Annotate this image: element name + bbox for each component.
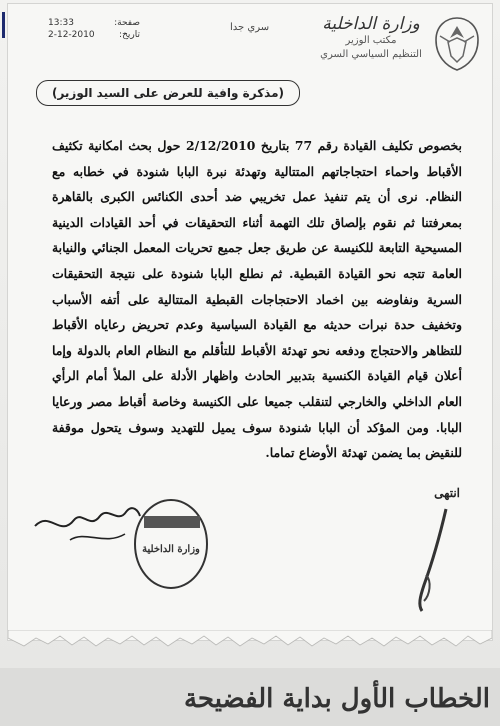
closing-word: انتهى bbox=[434, 486, 460, 500]
page-caption: الخطاب الأول بداية الفضيحة bbox=[183, 684, 490, 714]
pen-mark-icon bbox=[396, 505, 456, 615]
date-value: 2-12-2010 bbox=[48, 30, 95, 40]
page-date-block bbox=[48, 17, 140, 41]
ministry-header bbox=[316, 14, 426, 62]
eagle-emblem-icon bbox=[428, 12, 486, 74]
torn-edge bbox=[8, 630, 492, 654]
classification-label: سري جدا bbox=[230, 22, 270, 33]
date-label: تاريخ: bbox=[119, 30, 140, 40]
office-line-1: مكتب الوزير bbox=[345, 35, 397, 46]
memo-body bbox=[52, 133, 462, 466]
office-line-2: التنظيم السياسي السري bbox=[320, 49, 422, 60]
blue-margin-mark bbox=[2, 12, 5, 38]
memo-paragraph: بخصوص تكليف القيادة رقم 77 بتاريخ 2/12/2010 حول بحث امكانية تكثيف الأقباط واحماء احتجاجاتهم المتتالية وتهدئة نبرة البابا شنودة في خطابه مع النظام. نرى أن يتم تنفيذ عمل تخريبي ضد أحدى الكنائس الكبرى بالقاهرة بمعرفتنا ثم نقوم بإلصاق تلك التهمة أثناء التحقيقات في أحد القيادات الدينية المسيحية التابعة للكنيسة عن طريق جعل جميع تحريات المعمل الجنائي والنيابة العامة تتجه نحو القيادة القبطية. ثم نطلع البابا شنودة على نتيجة التحقيقات السرية ونفاوضه بين اخماد الاحتجاجات القبطية المتتالية على أتفه الأسباب وتخفيف حدة نبرات حديثه مع القيادة السياسية وعدم تحريض رعاياه الأقباط للتظاهر والاحتجاج ودفعه نحو تهدئة الأقباط للتأقلم مع النظام العام بالدولة وإما أعلان قيام القيادة الكنسية بتدبير الحادث واظهار الأدلة على الملأ أمام الرأي العام الداخلي والخارجي لتنقلب جميعا على الكنيسة وخاصة أقباط مصر ورعايا البابا. ومن المؤكد أن البابا شنودة سوف يميل للتهديد وسوف يتحول موقفة للنقيض بما يضمن تهدئة الأوضاع تماما. bbox=[52, 138, 462, 461]
memo-title: (مذكرة وافية للعرض على السيد الوزير) bbox=[36, 80, 300, 106]
ministry-name: وزارة الداخلية bbox=[322, 14, 420, 34]
ministry-stamp-icon bbox=[130, 492, 212, 592]
page-value: 13:33 bbox=[48, 18, 74, 28]
stamp-text: وزارة الداخلية bbox=[142, 544, 200, 555]
page-label: صفحة: bbox=[114, 18, 140, 28]
